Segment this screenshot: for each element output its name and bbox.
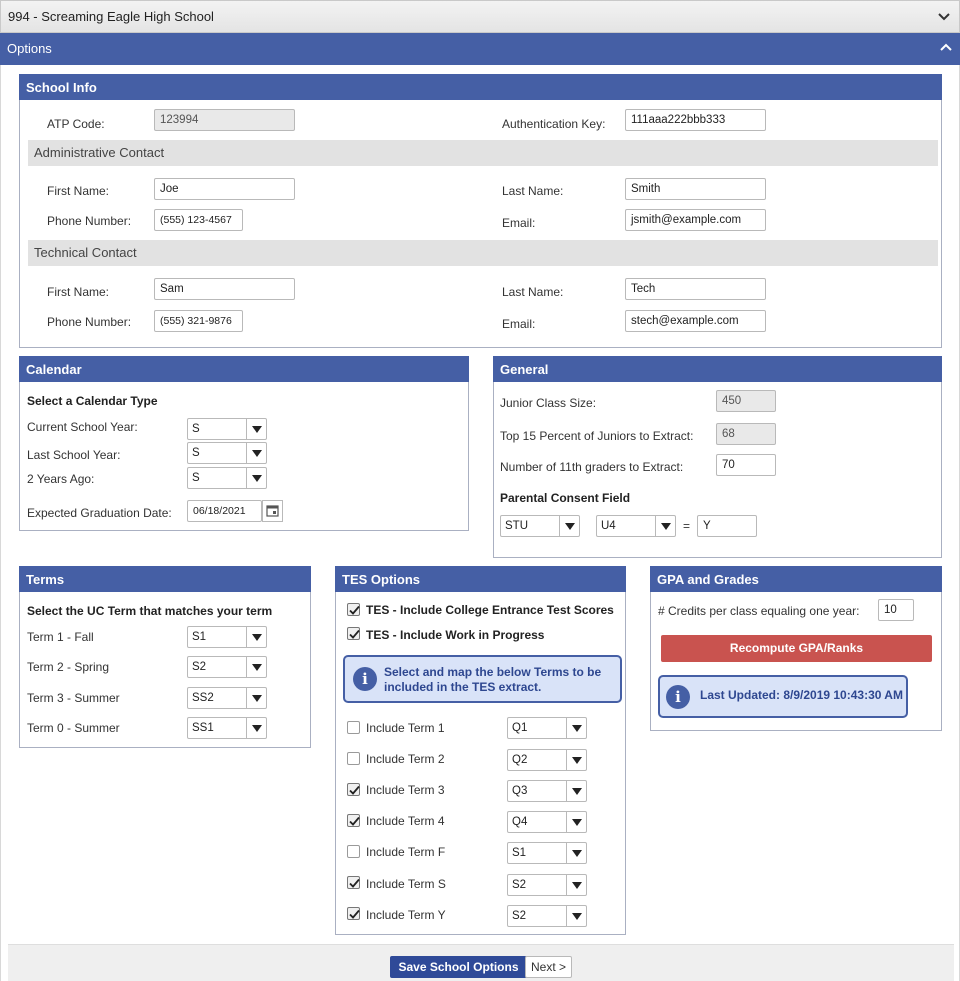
dropdown-arrow-icon xyxy=(566,812,586,832)
tes-test-scores-checkbox[interactable] xyxy=(347,603,360,616)
dropdown-arrow-icon xyxy=(246,718,266,738)
include-term-checkbox[interactable] xyxy=(347,783,360,796)
include-term-checkbox[interactable] xyxy=(347,721,360,734)
include-term-checkbox[interactable] xyxy=(347,876,360,889)
tech-contact-header: Technical Contact xyxy=(28,240,938,266)
consent-value-input[interactable]: Y xyxy=(697,515,757,537)
eleventh-label: Number of 11th graders to Extract: xyxy=(500,460,684,474)
tech-first-input[interactable]: Sam xyxy=(154,278,295,300)
top15-label: Top 15 Percent of Juniors to Extract: xyxy=(500,429,694,443)
consent-field-select[interactable] xyxy=(596,515,676,537)
general-title: General xyxy=(493,356,942,382)
eleventh-input[interactable]: 70 xyxy=(716,454,776,476)
admin-last-input[interactable]: Smith xyxy=(625,178,766,200)
save-school-options-button[interactable]: Save School Options xyxy=(390,956,527,978)
consent-label: Parental Consent Field xyxy=(500,491,631,505)
dropdown-arrow-icon xyxy=(246,419,266,439)
admin-first-label: First Name: xyxy=(47,184,110,198)
tes-info-box xyxy=(343,655,622,703)
checkmark-icon xyxy=(348,604,361,617)
calendar-title: Calendar xyxy=(19,356,469,382)
term-value: SS2 xyxy=(192,692,214,704)
include-term-label: Include Term 1 xyxy=(366,721,445,735)
admin-email-input[interactable]: jsmith@example.com xyxy=(625,209,766,231)
last-updated-box xyxy=(658,675,908,718)
checkmark-icon xyxy=(348,815,361,828)
checkmark-icon xyxy=(348,784,361,797)
equals-sign: = xyxy=(683,519,691,533)
dropdown-arrow-icon xyxy=(566,781,586,801)
dropdown-arrow-icon xyxy=(246,468,266,488)
footer-bar xyxy=(8,944,954,981)
calendar-icon[interactable] xyxy=(262,500,283,522)
include-term-select[interactable] xyxy=(507,811,587,833)
dropdown-arrow-icon xyxy=(246,657,266,677)
include-term-select[interactable] xyxy=(507,874,587,896)
checkmark-icon xyxy=(348,628,361,641)
auth-key-label: Authentication Key: xyxy=(502,117,606,131)
include-term-value: S2 xyxy=(512,910,527,922)
atp-code-label: ATP Code: xyxy=(47,117,105,131)
school-info-title: School Info xyxy=(19,74,942,100)
tech-email-label: Email: xyxy=(502,317,536,331)
last-year-value: S xyxy=(192,447,200,459)
last-year-select[interactable] xyxy=(187,442,267,464)
school-title: 994 - Screaming Eagle High School xyxy=(8,9,214,24)
admin-last-label: Last Name: xyxy=(502,184,564,198)
dropdown-arrow-icon xyxy=(566,843,586,863)
current-year-label: Current School Year: xyxy=(27,420,138,434)
dropdown-arrow-icon xyxy=(246,688,266,708)
tech-last-label: Last Name: xyxy=(502,285,564,299)
current-year-select[interactable] xyxy=(187,418,267,440)
info-icon: i xyxy=(666,685,690,709)
term-label: Term 3 - Summer xyxy=(27,691,120,705)
admin-phone-input[interactable]: (555) 123-4567 xyxy=(154,209,243,231)
gpa-panel xyxy=(650,566,942,731)
dropdown-arrow-icon xyxy=(655,516,675,536)
two-years-select[interactable] xyxy=(187,467,267,489)
tech-phone-label: Phone Number: xyxy=(47,315,132,329)
two-years-label: 2 Years Ago: xyxy=(27,472,95,486)
term-select[interactable] xyxy=(187,656,267,678)
include-term-value: Q1 xyxy=(512,722,528,734)
last-updated-text: Last Updated: 8/9/2019 10:43:30 AM xyxy=(700,688,903,702)
term-select[interactable] xyxy=(187,717,267,739)
consent-table-value: STU xyxy=(505,520,528,532)
include-term-label: Include Term 2 xyxy=(366,752,445,766)
atp-code-input[interactable]: 123994 xyxy=(154,109,295,131)
term-select[interactable] xyxy=(187,626,267,648)
junior-size-input[interactable]: 450 xyxy=(716,390,776,412)
gpa-title: GPA and Grades xyxy=(650,566,942,592)
include-term-label: Include Term S xyxy=(366,877,446,891)
auth-key-input[interactable]: 111aaa222bbb333 xyxy=(625,109,766,131)
include-term-value: Q2 xyxy=(512,754,528,766)
include-term-label: Include Term 3 xyxy=(366,783,445,797)
include-term-checkbox[interactable] xyxy=(347,907,360,920)
include-term-value: S1 xyxy=(512,847,527,859)
include-term-select[interactable] xyxy=(507,905,587,927)
chevron-up-icon[interactable] xyxy=(939,41,953,55)
current-year-value: S xyxy=(192,423,200,435)
dropdown-arrow-icon xyxy=(566,718,586,738)
options-title: Options xyxy=(7,41,52,56)
tes-options-panel xyxy=(335,566,626,935)
calendar-panel xyxy=(19,356,469,531)
consent-table-select[interactable] xyxy=(500,515,580,537)
consent-field-value: U4 xyxy=(601,520,616,532)
info-icon: i xyxy=(353,667,377,691)
next-button[interactable]: Next > xyxy=(525,956,572,978)
include-term-value: Q3 xyxy=(512,785,528,797)
include-term-checkbox[interactable] xyxy=(347,814,360,827)
tech-last-input[interactable]: Tech xyxy=(625,278,766,300)
checkmark-icon xyxy=(348,877,361,890)
options-bar[interactable] xyxy=(0,33,960,65)
dropdown-arrow-icon xyxy=(566,906,586,926)
school-selector[interactable] xyxy=(0,0,960,33)
admin-email-label: Email: xyxy=(502,216,536,230)
tes-test-scores-label: TES - Include College Entrance Test Scores xyxy=(366,603,614,617)
term-value: S1 xyxy=(192,631,207,643)
top15-input[interactable]: 68 xyxy=(716,423,776,445)
tech-phone-input[interactable]: (555) 321-9876 xyxy=(154,310,243,332)
include-term-value: Q4 xyxy=(512,816,528,828)
include-term-select[interactable] xyxy=(507,780,587,802)
term-select[interactable] xyxy=(187,687,267,709)
include-term-select[interactable] xyxy=(507,842,587,864)
grad-date-label: Expected Graduation Date: xyxy=(27,506,172,520)
include-term-value: S2 xyxy=(512,879,527,891)
term-label: Term 0 - Summer xyxy=(27,721,120,735)
tech-first-label: First Name: xyxy=(47,285,110,299)
include-term-select[interactable] xyxy=(507,717,587,739)
include-term-label: Include Term Y xyxy=(366,908,446,922)
term-value: S2 xyxy=(192,661,207,673)
tech-email-input[interactable]: stech@example.com xyxy=(625,310,766,332)
include-term-label: Include Term F xyxy=(366,845,446,859)
credits-label: # Credits per class equaling one year: xyxy=(658,604,860,618)
checkmark-icon xyxy=(348,908,361,921)
dropdown-arrow-icon xyxy=(246,443,266,463)
admin-contact-header: Administrative Contact xyxy=(28,140,938,166)
tes-options-title: TES Options xyxy=(335,566,626,592)
include-term-checkbox[interactable] xyxy=(347,845,360,858)
junior-size-label: Junior Class Size: xyxy=(500,396,597,410)
grad-date-input[interactable]: 06/18/2021 xyxy=(187,500,262,522)
recompute-gpa-button[interactable]: Recompute GPA/Ranks xyxy=(661,635,932,662)
tes-work-progress-label: TES - Include Work in Progress xyxy=(366,628,545,642)
terms-subtitle: Select the UC Term that matches your term xyxy=(27,604,273,618)
terms-title: Terms xyxy=(19,566,311,592)
calendar-subtitle: Select a Calendar Type xyxy=(27,394,158,408)
dropdown-arrow-icon xyxy=(246,627,266,647)
dropdown-arrow-icon xyxy=(566,750,586,770)
last-year-label: Last School Year: xyxy=(27,448,121,462)
term-value: SS1 xyxy=(192,722,214,734)
dropdown-arrow-icon xyxy=(566,875,586,895)
include-term-label: Include Term 4 xyxy=(366,814,445,828)
tes-info-text: Select and map the below Terms to be included in the TES extract. xyxy=(384,665,602,694)
term-label: Term 1 - Fall xyxy=(27,630,94,644)
term-label: Term 2 - Spring xyxy=(27,660,110,674)
dropdown-arrow-icon xyxy=(559,516,579,536)
tes-work-progress-checkbox[interactable] xyxy=(347,627,360,640)
admin-phone-label: Phone Number: xyxy=(47,214,132,228)
include-term-checkbox[interactable] xyxy=(347,752,360,765)
include-term-select[interactable] xyxy=(507,749,587,771)
two-years-value: S xyxy=(192,472,200,484)
chevron-down-icon[interactable] xyxy=(937,9,951,23)
credits-input[interactable]: 10 xyxy=(878,599,914,621)
admin-first-input[interactable]: Joe xyxy=(154,178,295,200)
school-info-panel xyxy=(19,74,942,348)
terms-panel xyxy=(19,566,311,748)
general-panel xyxy=(493,356,942,558)
